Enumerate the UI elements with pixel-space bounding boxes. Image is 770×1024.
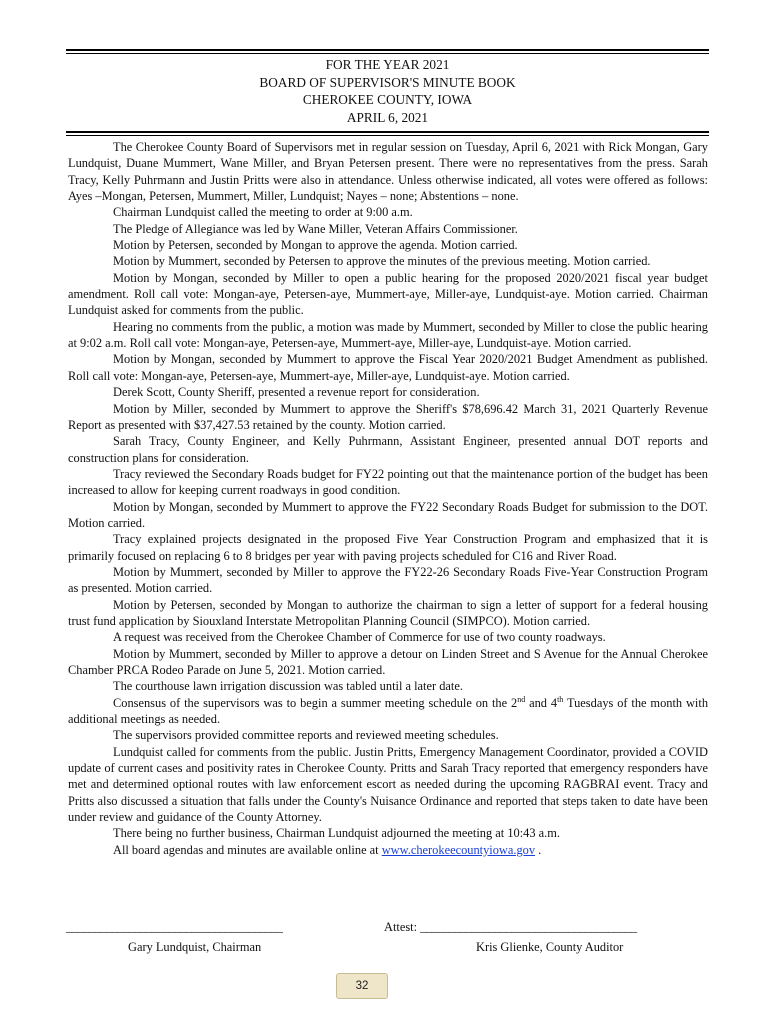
minutes-paragraph: There being no further business, Chairman Lundquist adjourned the meeting at 10:43 a.m. (113, 826, 560, 841)
closing-paragraph (68, 842, 708, 858)
minutes-paragraph: Motion by Mongan, seconded by Miller to open a public hearing for the proposed 2020/2021 fiscal year budget amendment. Roll call vote: Mongan-aye, Petersen-aye, Mummert-aye, Miller-aye, Lundquist-aye. Motion carried. Chairman Lundquist asked for comments from the public. (68, 270, 708, 318)
minutes-paragraph: Motion by Mummert, seconded by Miller to approve a detour on Linden Street and S Avenue for the Annual Cherokee Chamber PRCA Rodeo Parade on June 5, 2021. Motion carried. (68, 646, 708, 677)
minutes-paragraph: Sarah Tracy, County Engineer, and Kelly Puhrmann, Assistant Engineer, presented annual DOT reports and construction plans for consideration. (68, 434, 708, 465)
minutes-paragraph: The courthouse lawn irrigation discussion was tabled until a later date. (113, 679, 463, 694)
consensus-text-end: Tuesdays of the month with additional meetings as needed. (68, 695, 709, 727)
chairman-signature-line: ______________________________________ (66, 920, 283, 934)
auditor-signature-line: ______________________________________ (420, 920, 637, 934)
attest-block (384, 920, 637, 935)
page-number-badge: 32 (336, 973, 388, 999)
minutes-paragraph: Tracy explained projects designated in the proposed Five Year Construction Program and emphasized that it is primarily focused on replacing 6 to 8 bridges per year with paving projects scheduled for C16 and River Road. (68, 532, 708, 563)
county-website-link[interactable]: www.cherokeecountyiowa.gov (381, 842, 536, 857)
minutes-paragraph: Hearing no comments from the public, a motion was made by Mummert, seconded by Miller to close the public hearing at 9:02 a.m. Roll call vote: Mongan-aye, Petersen-aye, Mummert-aye, Miller-aye, Lundquist-aye. Motion carried. (68, 319, 708, 351)
header-title: BOARD OF SUPERVISOR'S MINUTE BOOK (259, 74, 516, 90)
minutes-paragraph: Motion by Petersen, seconded by Mongan to authorize the chairman to sign a letter of support for a federal housing trust fund application by Siouxland Interstate Metropolitan Planning Council (SIMPCO). Motion carried. (68, 597, 708, 628)
minutes-paragraph: Motion by Mummert, seconded by Miller to approve the FY22-26 Secondary Roads Five-Year Construction Program as presented. Motion carried. (68, 564, 708, 596)
minutes-paragraph: The supervisors provided committee reports and reviewed meeting schedules. (113, 728, 499, 743)
header-rule-top-thin (66, 53, 709, 54)
ordinal-suffix-th: th (557, 694, 564, 704)
consensus-text-start: Consensus of the supervisors was to begin a summer meeting schedule on the 2 (113, 695, 518, 710)
minutes-paragraph: A request was received from the Cherokee Chamber of Commerce for use of two county roadways. (113, 630, 606, 645)
header-rule-top-thick (66, 49, 709, 51)
minutes-paragraph: Motion by Miller, seconded by Mummert to approve the Sheriff's $78,696.42 March 31, 2021 Quarterly Revenue Report as presented with $37,427.53 retained by the county. Motion carried. (68, 401, 708, 432)
header-county: CHEROKEE COUNTY, IOWA (302, 92, 473, 107)
ordinal-suffix-nd: nd (517, 694, 526, 704)
minutes-paragraph: Lundquist called for comments from the public. Justin Pritts, Emergency Management Coordinator, provided a COVID update of current cases and positivity rates in Cherokee County. Pritts and Sarah Tracy reported that emergency responders have met and determined optional routes with law enforcement escort as needed during the upcoming RAGBRAI event. Tracy and Pritts also discussed a situation that falls under the County's Nuisance Ordinance and reported that steps taken to date have been under review and guidance of the County Attorney. (68, 744, 708, 825)
page-header (66, 56, 709, 126)
header-year: FOR THE YEAR 2021 (325, 57, 450, 72)
chairman-name: Gary Lundquist, Chairman (128, 940, 262, 954)
header-rule-bottom-thick (66, 131, 709, 133)
minutes-paragraph: Motion by Mummert, seconded by Petersen to approve the minutes of the previous meeting. Motion carried. (113, 254, 651, 269)
closing-end: . (535, 842, 542, 857)
minutes-paragraph: Motion by Petersen, seconded by Mongan to approve the agenda. Motion carried. (113, 238, 518, 253)
auditor-name: Kris Glienke, County Auditor (476, 940, 624, 954)
minutes-paragraph: Motion by Mongan, seconded by Mummert to approve the Fiscal Year 2020/2021 Budget Amendment as published. Roll call vote: Mongan-aye, Petersen-aye, Mummert-aye, Miller-aye, Lundquist-aye. Motion carried. (68, 352, 708, 383)
minutes-paragraph: Tracy reviewed the Secondary Roads budget for FY22 pointing out that the maintenance portion of the budget has been increased to allow for keeping current roadways in good condition. (68, 466, 708, 498)
consensus-paragraph (68, 695, 708, 728)
minutes-paragraph: Chairman Lundquist called the meeting to order at 9:00 a.m. (113, 205, 413, 220)
minutes-paragraph: The Cherokee County Board of Supervisors met in regular session on Tuesday, April 6, 2021 with Rick Mongan, Gary Lundquist, Duane Mummert, Wane Miller, and Bryan Petersen present. There were no representatives from the press. Sarah Tracy, Kelly Puhrmann and Justin Pritts were also in attendance. Unless otherwise indicated, all votes were offered as follows: Ayes –Mongan, Petersen, Mummert, Miller, Lundquist; Nayes – none; Abstentions – none. (68, 140, 708, 204)
minutes-paragraph: Derek Scott, County Sheriff, presented a revenue report for consideration. (113, 385, 480, 400)
attest-label: Attest: (384, 920, 421, 934)
header-date: APRIL 6, 2021 (346, 109, 429, 125)
closing-text: All board agendas and minutes are available online at (113, 842, 382, 857)
consensus-text-middle: and 4 (525, 695, 558, 710)
header-rule-bottom-thin (66, 135, 709, 136)
minutes-paragraph: Motion by Mongan, seconded by Mummert to approve the FY22 Secondary Roads Budget for submission to the DOT. Motion carried. (68, 499, 708, 530)
minutes-body (68, 139, 708, 858)
minutes-paragraph: The Pledge of Allegiance was led by Wane Miller, Veteran Affairs Commissioner. (113, 221, 518, 236)
